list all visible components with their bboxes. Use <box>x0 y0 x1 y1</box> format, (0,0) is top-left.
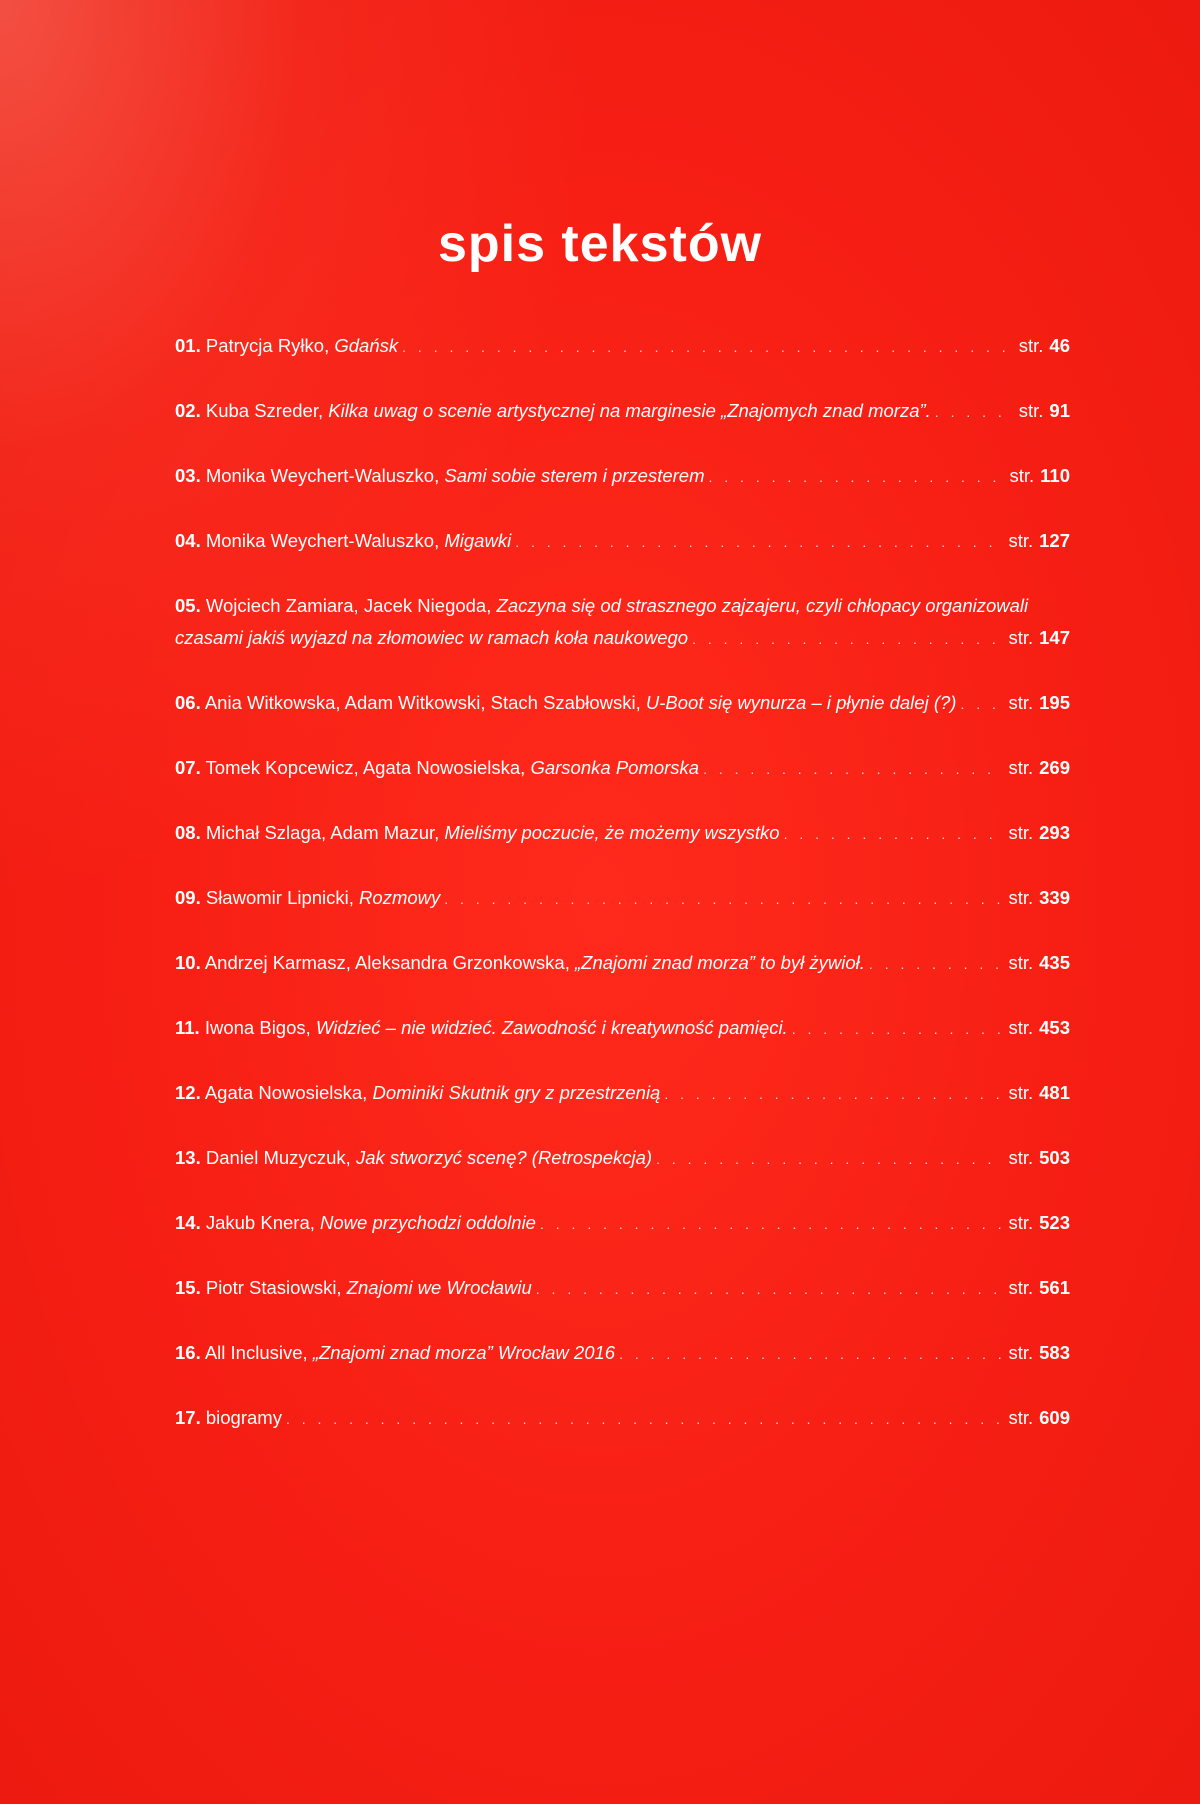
entry-author: Tomek Kopcewicz, Agata Nowosielska, <box>205 757 526 778</box>
page-label: str. <box>1008 692 1034 713</box>
entry-author: Piotr Stasiowski, <box>205 1277 342 1298</box>
entry-number: 17. <box>175 1407 201 1428</box>
entry-author: Monika Weychert-Waluszko, <box>205 530 440 551</box>
page-number: 269 <box>1039 757 1070 778</box>
entry-title: Mieliśmy poczucie, że możemy wszystko <box>444 822 780 843</box>
page-title: spis tekstów <box>437 214 763 273</box>
entry-title: Garsonka Pomorska <box>530 757 700 778</box>
entry-title: „Znajomi znad morza” Wrocław 2016 <box>312 1342 616 1363</box>
dot-leader <box>619 1338 1004 1370</box>
toc-entry-01[interactable] <box>175 330 1070 363</box>
page-label: str. <box>1018 335 1044 356</box>
entry-title: Dominiki Skutnik gry z przestrzenią <box>372 1082 661 1103</box>
dot-leader <box>692 623 1004 655</box>
table-of-contents <box>175 330 1070 1467</box>
toc-entry-13[interactable] <box>175 1142 1070 1175</box>
toc-entry-17[interactable] <box>175 1402 1070 1435</box>
dot-leader <box>286 1403 1005 1435</box>
entry-title: Widzieć – nie widzieć. Zawodność i kreatywność pamięci. <box>315 1017 788 1038</box>
page-number: 46 <box>1049 335 1070 356</box>
toc-entry-10[interactable] <box>175 947 1070 980</box>
entry-number: 09. <box>175 887 201 908</box>
entry-title: Rozmowy <box>359 887 441 908</box>
entry-number: 05. <box>175 595 201 616</box>
page-number: 435 <box>1039 952 1070 973</box>
entry-title: Sami sobie sterem i przesterem <box>444 465 705 486</box>
page-number: 91 <box>1049 400 1070 421</box>
entry-number: 04. <box>175 530 201 551</box>
page-label: str. <box>1008 1017 1034 1038</box>
dot-leader <box>536 1273 1005 1305</box>
dot-leader <box>703 753 1004 785</box>
page-number: 523 <box>1039 1212 1070 1233</box>
page-label: str. <box>1008 887 1034 908</box>
dot-leader <box>444 883 1004 915</box>
dot-leader <box>792 1013 1005 1045</box>
entry-number: 16. <box>175 1342 201 1363</box>
entry-title: Zaczyna się od strasznego zajzajeru, czyli chłopacy organizowali <box>496 595 1029 616</box>
page-number: 453 <box>1039 1017 1070 1038</box>
page-label: str. <box>1008 1147 1034 1168</box>
entry-author: Agata Nowosielska, <box>204 1082 368 1103</box>
toc-entry-16[interactable] <box>175 1337 1070 1370</box>
toc-entry-03[interactable] <box>175 460 1070 493</box>
entry-title: „Znajomi znad morza” to był żywioł. <box>575 952 865 973</box>
entry-number: 01. <box>175 335 201 356</box>
entry-author: Kuba Szreder, <box>205 400 324 421</box>
toc-entry-02[interactable] <box>175 395 1070 428</box>
entry-title-continued: czasami jakiś wyjazd na złomowiec w ramach koła naukowego <box>175 627 689 648</box>
toc-entry-14[interactable] <box>175 1207 1070 1240</box>
page-label: str. <box>1008 1212 1034 1233</box>
page-label: str. <box>1008 1277 1034 1298</box>
page-number: 339 <box>1039 887 1070 908</box>
dot-leader <box>664 1078 1004 1110</box>
entry-number: 10. <box>175 952 201 973</box>
entry-author: Iwona Bigos, <box>204 1017 311 1038</box>
entry-author: biogramy <box>205 1407 282 1428</box>
dot-leader <box>960 688 1004 720</box>
entry-number: 11. <box>175 1017 200 1038</box>
entry-author: Jakub Knera, <box>205 1212 315 1233</box>
entry-number: 02. <box>175 400 201 421</box>
page-number: 195 <box>1039 692 1070 713</box>
entry-author: Sławomir Lipnicki, <box>205 887 354 908</box>
page-number: 561 <box>1039 1277 1070 1298</box>
page-label: str. <box>1018 400 1044 421</box>
dot-leader <box>784 818 1005 850</box>
entry-number: 13. <box>175 1147 201 1168</box>
page-number: 110 <box>1040 465 1070 486</box>
page-label: str. <box>1008 1082 1034 1103</box>
toc-entry-04[interactable] <box>175 525 1070 558</box>
toc-entry-06[interactable] <box>175 687 1070 720</box>
entry-author: Daniel Muzyczuk, <box>205 1147 351 1168</box>
entry-number: 08. <box>175 822 201 843</box>
page-label: str. <box>1008 627 1034 648</box>
page-number: 481 <box>1039 1082 1070 1103</box>
dot-leader <box>869 948 1005 980</box>
page-number: 609 <box>1039 1407 1070 1428</box>
page-label: str. <box>1008 952 1034 973</box>
entry-number: 14. <box>175 1212 201 1233</box>
dot-leader <box>656 1143 1004 1175</box>
entry-author: Patrycja Ryłko, <box>205 335 330 356</box>
entry-title: Migawki <box>444 530 512 551</box>
entry-number: 03. <box>175 465 201 486</box>
entry-title: Gdańsk <box>334 335 399 356</box>
page-number: 583 <box>1039 1342 1070 1363</box>
entry-author: Wojciech Zamiara, Jacek Niegoda, <box>205 595 492 616</box>
dot-leader <box>709 461 1006 493</box>
entry-number: 06. <box>175 692 201 713</box>
toc-entry-09[interactable] <box>175 882 1070 915</box>
entry-title: Znajomi we Wrocławiu <box>346 1277 532 1298</box>
page-label: str. <box>1008 1342 1034 1363</box>
page-number: 147 <box>1039 627 1070 648</box>
entry-author: Michał Szlaga, Adam Mazur, <box>205 822 440 843</box>
entry-number: 15. <box>175 1277 201 1298</box>
entry-title: Nowe przychodzi oddolnie <box>320 1212 536 1233</box>
page-label: str. <box>1008 757 1034 778</box>
entry-author: Monika Weychert-Waluszko, <box>205 465 440 486</box>
entry-title: Kilka uwag o scenie artystycznej na marginesie „Znajomych znad morza”. <box>328 400 931 421</box>
entry-title: U-Boot się wynurza – i płynie dalej (?) <box>645 692 957 713</box>
entry-author: All Inclusive, <box>204 1342 308 1363</box>
dot-leader <box>402 331 1015 363</box>
entry-author: Andrzej Karmasz, Aleksandra Grzonkowska, <box>204 952 570 973</box>
dot-leader <box>935 396 1015 428</box>
page-label: str. <box>1008 1407 1034 1428</box>
page-label: str. <box>1009 465 1035 486</box>
entry-author: Ania Witkowska, Adam Witkowski, Stach Szabłowski, <box>204 692 641 713</box>
toc-entry-11[interactable] <box>175 1012 1070 1045</box>
toc-entry-08[interactable] <box>175 817 1070 850</box>
page-number: 293 <box>1039 822 1070 843</box>
dot-leader <box>515 526 1004 558</box>
page-label: str. <box>1008 530 1034 551</box>
entry-title: Jak stworzyć scenę? (Retrospekcja) <box>355 1147 653 1168</box>
toc-entry-05[interactable] <box>175 590 1070 655</box>
toc-entry-07[interactable] <box>175 752 1070 785</box>
entry-number: 12. <box>175 1082 201 1103</box>
entry-number: 07. <box>175 757 201 778</box>
toc-entry-15[interactable] <box>175 1272 1070 1305</box>
dot-leader <box>540 1208 1004 1240</box>
page-label: str. <box>1008 822 1034 843</box>
page-number: 127 <box>1039 530 1070 551</box>
toc-entry-12[interactable] <box>175 1077 1070 1110</box>
page-number: 503 <box>1039 1147 1070 1168</box>
